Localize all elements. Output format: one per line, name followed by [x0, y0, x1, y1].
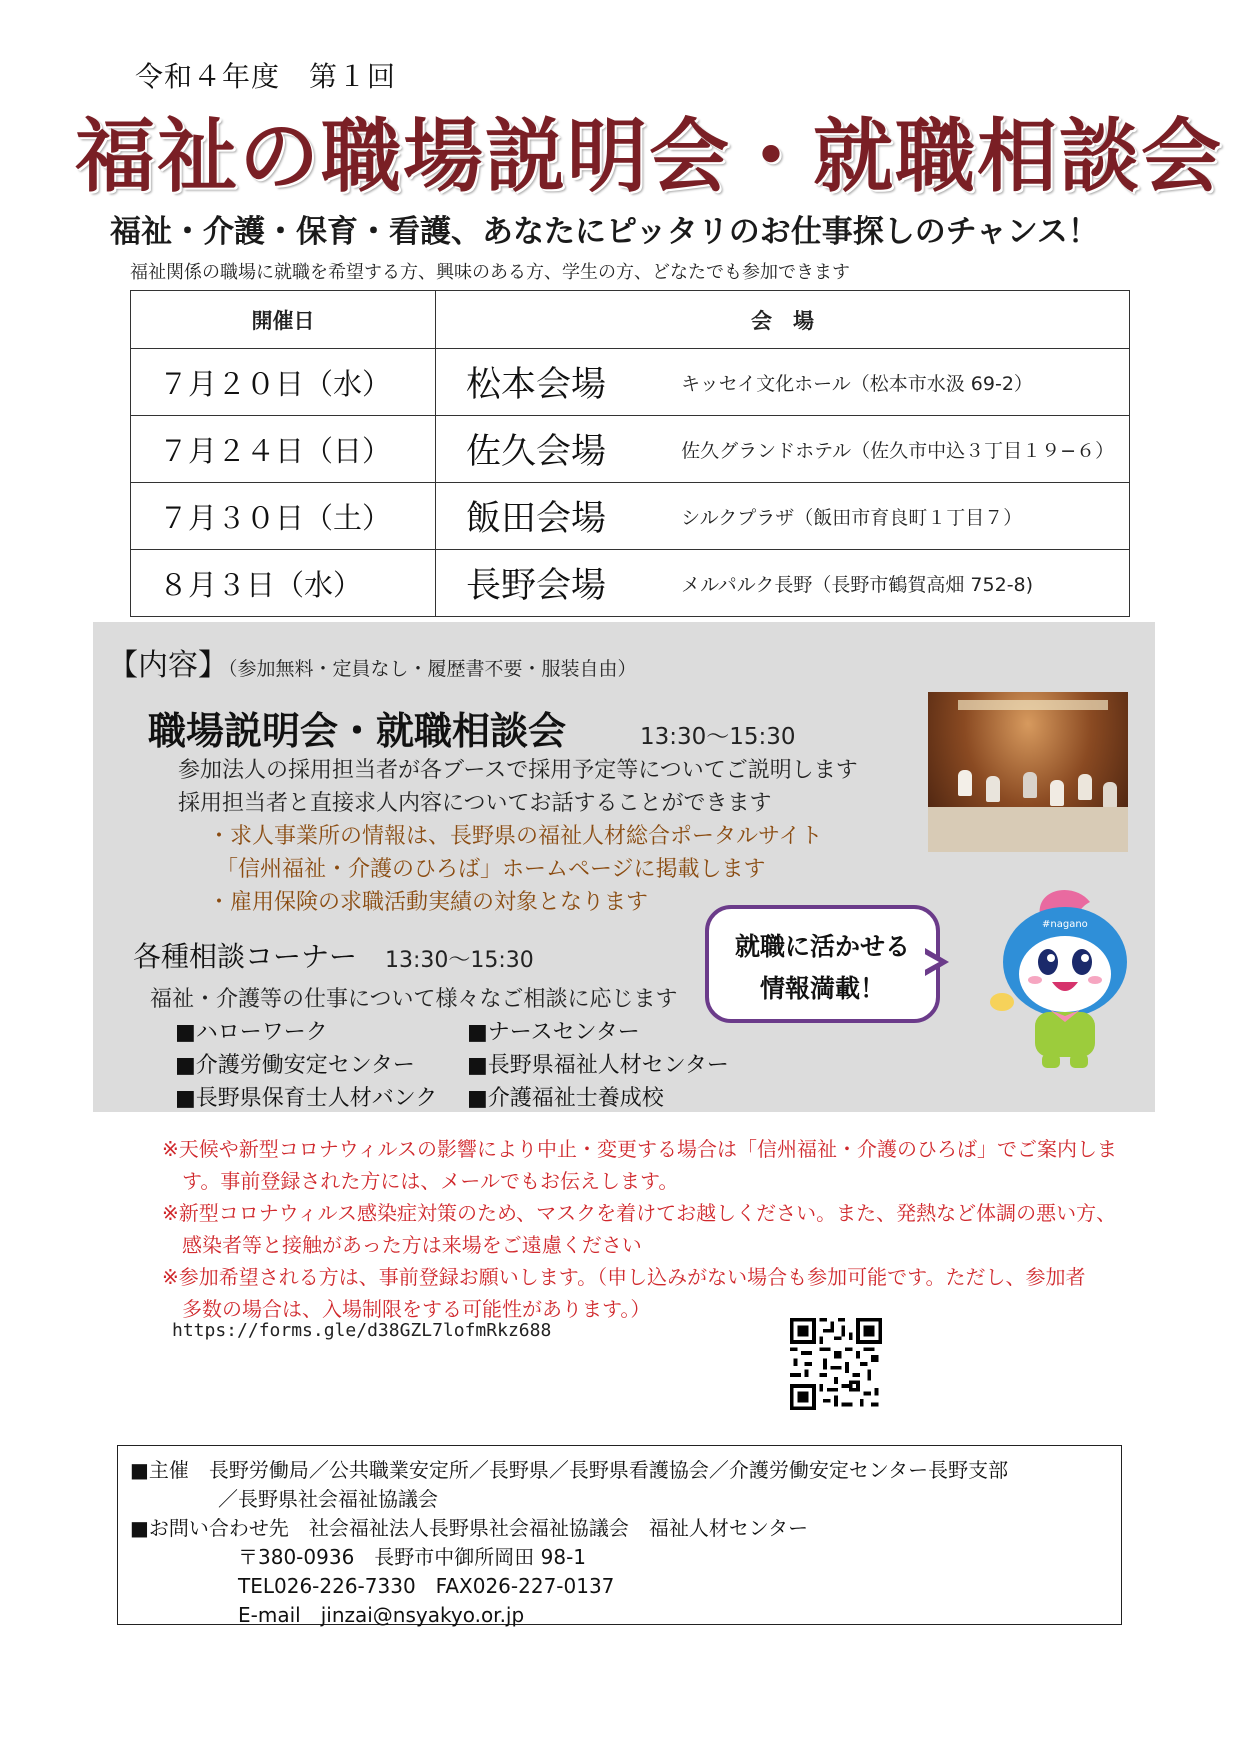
- notice-line: 感染者等と接触があった方は来場をご遠慮ください: [182, 1233, 642, 1257]
- schedule-date: ７月３０日（土）: [131, 483, 436, 550]
- bubble-line2: 情報満載！: [759, 974, 885, 1003]
- schedule-header-row: [131, 291, 1130, 349]
- event-subtitle: 令和４年度 第１回: [135, 60, 397, 93]
- schedule-place: [436, 550, 1130, 617]
- schedule-table: [130, 290, 1130, 617]
- contact-phone: TEL026‐226‐7330 FAX026‐227‐0137: [238, 1574, 615, 1598]
- schedule-date: ８月３日（水）: [131, 550, 436, 617]
- venue-name: 佐久会場: [466, 432, 607, 472]
- section2-time: 13:30〜15:30: [385, 948, 534, 973]
- content-heading-note: （参加無料・定員なし・履歴書不要・服装自由）: [228, 658, 637, 680]
- qr-code-icon[interactable]: [790, 1318, 882, 1410]
- contact-email[interactable]: E-mail jinzai@nsyakyo.or.jp: [238, 1603, 525, 1627]
- venue-address: 佐久グランドホテル（佐久市中込３丁目１９−６）: [681, 439, 1115, 462]
- venue-name: 松本会場: [466, 365, 607, 405]
- notice-line: 多数の場合は、入場制限をする可能性があります。）: [182, 1297, 651, 1321]
- notice-line: ※天候や新型コロナウィルスの影響により中止・変更する場合は「信州福祉・介護のひろば」でご案内しま: [162, 1137, 1117, 1161]
- corner-item: ■介護労働安定センター: [175, 1053, 415, 1078]
- section1-bullet: ・求人事業所の情報は、長野県の福祉人材総合ポータルサイト: [208, 824, 823, 849]
- organizer-line: ■主催 長野労働局／公共職業安定所／長野県／長野県看護協会／介護労働安定センター長野支部: [130, 1458, 1009, 1482]
- section2-desc: 福祉・介護等の仕事について様々なご相談に応じます: [150, 987, 678, 1012]
- venue-address: シルクプラザ（飯田市育良町１丁目７）: [681, 506, 1023, 529]
- header-date: 開催日: [131, 291, 436, 349]
- section1-desc: 参加法人の採用担当者が各ブースで採用予定等についてご説明します: [178, 758, 858, 783]
- intro-text: 福祉関係の職場に就職を希望する方、興味のある方、学生の方、どなたでも参加できます: [130, 262, 850, 283]
- schedule-place: [436, 416, 1130, 483]
- section2-title: 各種相談コーナー: [133, 940, 358, 973]
- notice-line: す。事前登録された方には、メールでもお伝えします。: [182, 1169, 679, 1193]
- schedule-row: [131, 483, 1130, 550]
- mascot-label: #nagano: [1042, 919, 1088, 930]
- venue-name: 長野会場: [466, 566, 607, 606]
- venue-name: 飯田会場: [466, 499, 607, 539]
- corner-item: ■ハローワーク: [175, 1020, 328, 1045]
- notice-line: ※新型コロナウィルス感染症対策のため、マスクを着けてお越しください。また、発熱など体調の悪い方、: [162, 1201, 1117, 1225]
- corner-item: ■長野県保育士人材バンク: [175, 1086, 438, 1111]
- corner-item: ■長野県福祉人材センター: [467, 1053, 729, 1078]
- catchphrase: 福祉・介護・保育・看護、あなたにピッタリのお仕事探しのチャンス！: [110, 214, 1099, 250]
- header-venue: 会 場: [436, 291, 1130, 349]
- organizer-line: ／長野県社会福祉協議会: [218, 1487, 438, 1511]
- corner-item: ■介護福祉士養成校: [467, 1086, 664, 1111]
- schedule-row: [131, 416, 1130, 483]
- content-heading: [108, 640, 637, 684]
- content-heading-label: 【内容】: [108, 648, 228, 683]
- contact-line: ■お問い合わせ先 社会福祉法人長野県社会福祉協議会 福祉人材センター: [130, 1516, 809, 1540]
- registration-link[interactable]: https://forms.gle/d38GZL7lofmRkz688: [172, 1320, 552, 1341]
- bubble-line1: 就職に活かせる: [734, 932, 910, 961]
- schedule-place: [436, 349, 1130, 416]
- schedule-row: [131, 550, 1130, 617]
- venue-photo: [928, 692, 1128, 852]
- event-title: 福祉の職場説明会・就職相談会: [75, 110, 1223, 203]
- section1-desc: 採用担当者と直接求人内容についてお話することができます: [178, 791, 772, 816]
- section1-time: 13:30〜15:30: [640, 724, 796, 750]
- speech-bubble: [705, 905, 940, 1023]
- mascot-icon: [980, 882, 1150, 1072]
- section1-bullet: ・雇用保険の求職活動実績の対象となります: [208, 890, 649, 915]
- section1-bullet: 「信州福祉・介護のひろば」ホームページに掲載します: [216, 857, 766, 882]
- schedule-place: [436, 483, 1130, 550]
- venue-address: メルパルク長野（長野市鶴賀高畑 752-8): [681, 573, 1034, 596]
- section1-title: 職場説明会・就職相談会: [148, 709, 567, 753]
- notice-line: ※参加希望される方は、事前登録お願いします。（申し込みがない場合も参加可能です。ただし、参加者: [162, 1265, 1086, 1289]
- schedule-row: [131, 349, 1130, 416]
- venue-address: キッセイ文化ホール（松本市水汲 69-2）: [681, 372, 1033, 395]
- contact-address: 〒380-0936 長野市中御所岡田 98-1: [238, 1545, 587, 1569]
- schedule-date: ７月２０日（水）: [131, 349, 436, 416]
- schedule-date: ７月２４日（日）: [131, 416, 436, 483]
- corner-item: ■ナースセンター: [467, 1020, 640, 1045]
- bubble-tail-inner: [921, 952, 939, 972]
